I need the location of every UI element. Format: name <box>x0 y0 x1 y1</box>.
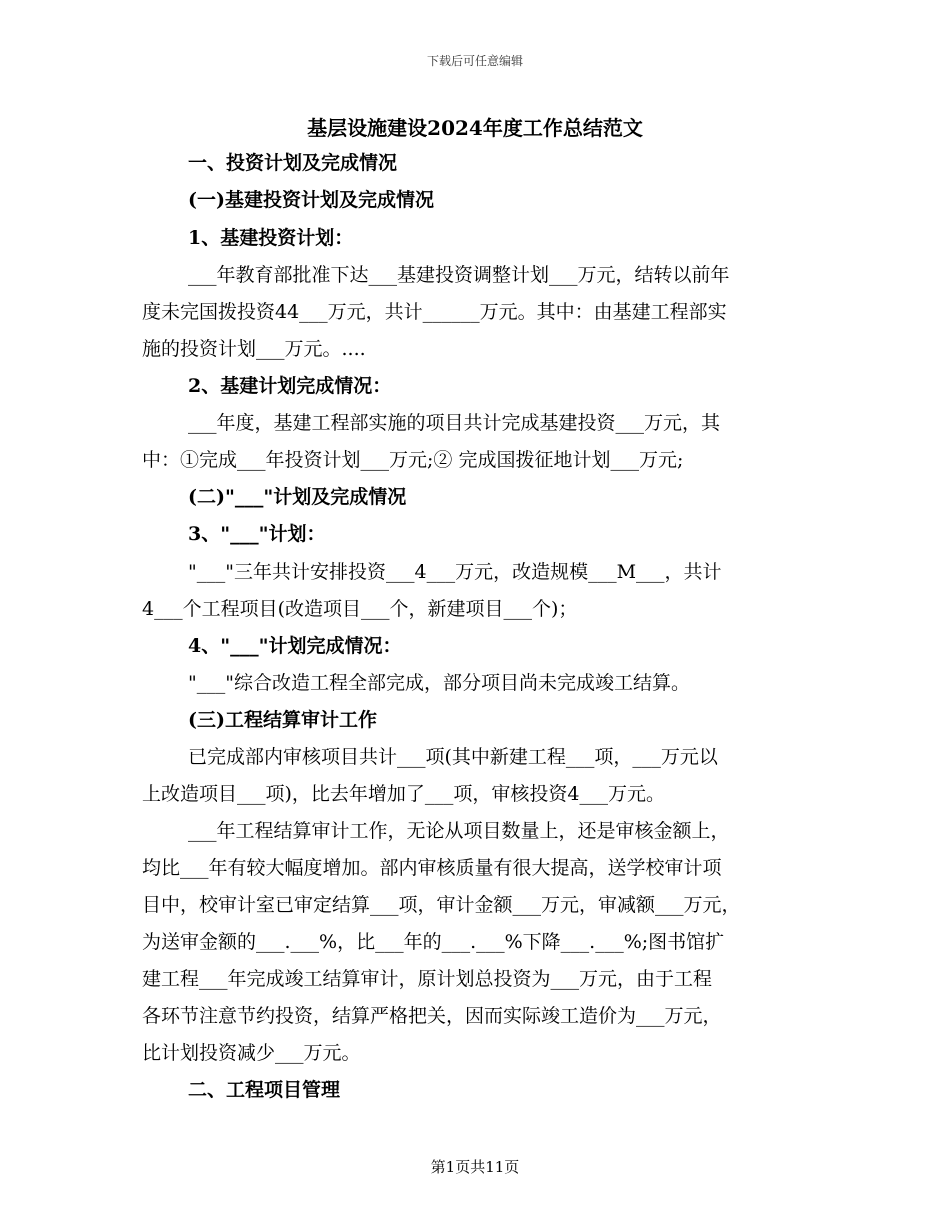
paragraph-line: "___"三年共计安排投资___4___万元，改造规模___M___，共计 <box>188 561 722 583</box>
paragraph-line: 中：①完成___年投资计划___万元;② 完成国拨征地计划___万元; <box>142 449 684 471</box>
section-1-1-heading: (一)基建投资计划及完成情况 <box>188 189 434 211</box>
section-1-1-2-heading: 2、基建计划完成情况： <box>188 375 392 397</box>
section-1-3-heading: (三)工程结算审计工作 <box>188 709 377 731</box>
paragraph-line: 度未完国拨投资44___万元，共计______万元。其中：由基建工程部实 <box>142 301 727 323</box>
section-1-heading: 一、投资计划及完成情况 <box>188 152 398 174</box>
section-1-2-3-heading: 3、"___"计划： <box>188 523 326 545</box>
paragraph-line: 均比___年有较大幅度增加。部内审核质量有很大提高，送学校审计项 <box>142 857 722 879</box>
paragraph-line: 上改造项目___项)，比去年增加了___项，审核投资4___万元。 <box>142 783 666 805</box>
paragraph-line: 建工程___年完成竣工结算审计，原计划总投资为___万元，由于工程 <box>142 968 713 990</box>
paragraph-line: "___"综合改造工程全部完成，部分项目尚未完成竣工结算。 <box>188 672 690 694</box>
paragraph-line: 已完成部内审核项目共计___项(其中新建工程___项，___万元以 <box>188 746 718 768</box>
paragraph-line: 为送审金额的___.___%，比___年的___.___%下降___.___%;图书馆扩 <box>142 931 725 953</box>
section-1-2-heading: (二)"___"计划及完成情况 <box>188 486 407 508</box>
paragraph-line: 目中，校审计室已审定结算___项，审计金额___万元，审减额___万元， <box>142 894 741 916</box>
paragraph-line: 施的投资计划___万元。.... <box>142 338 366 360</box>
paragraph-line: 4___个工程项目(改造项目___个，新建项目___个)； <box>142 598 578 620</box>
paragraph-line: ___年教育部批准下达___基建投资调整计划___万元，结转以前年 <box>188 264 730 286</box>
section-2-heading: 二、工程项目管理 <box>188 1079 341 1101</box>
page-header-note: 下载后可任意编辑 <box>426 54 523 68</box>
paragraph-line: ___年度，基建工程部实施的项目共计完成基建投资___万元，其 <box>188 412 721 434</box>
paragraph-line: 各环节注意节约投资，结算严格把关，因而实际竣工造价为___万元， <box>142 1005 722 1027</box>
section-1-1-1-heading: 1、基建投资计划： <box>188 227 354 249</box>
section-1-2-4-heading: 4、"___"计划完成情况： <box>188 635 402 657</box>
paragraph-line: 比计划投资减少___万元。 <box>142 1042 361 1064</box>
document-title: 基层设施建设2024年度工作总结范文 <box>307 116 643 140</box>
page-number-footer: 第1页共11页 <box>430 1158 520 1176</box>
paragraph-line: ___年工程结算审计工作，无论从项目数量上，还是审核金额上， <box>188 820 730 842</box>
